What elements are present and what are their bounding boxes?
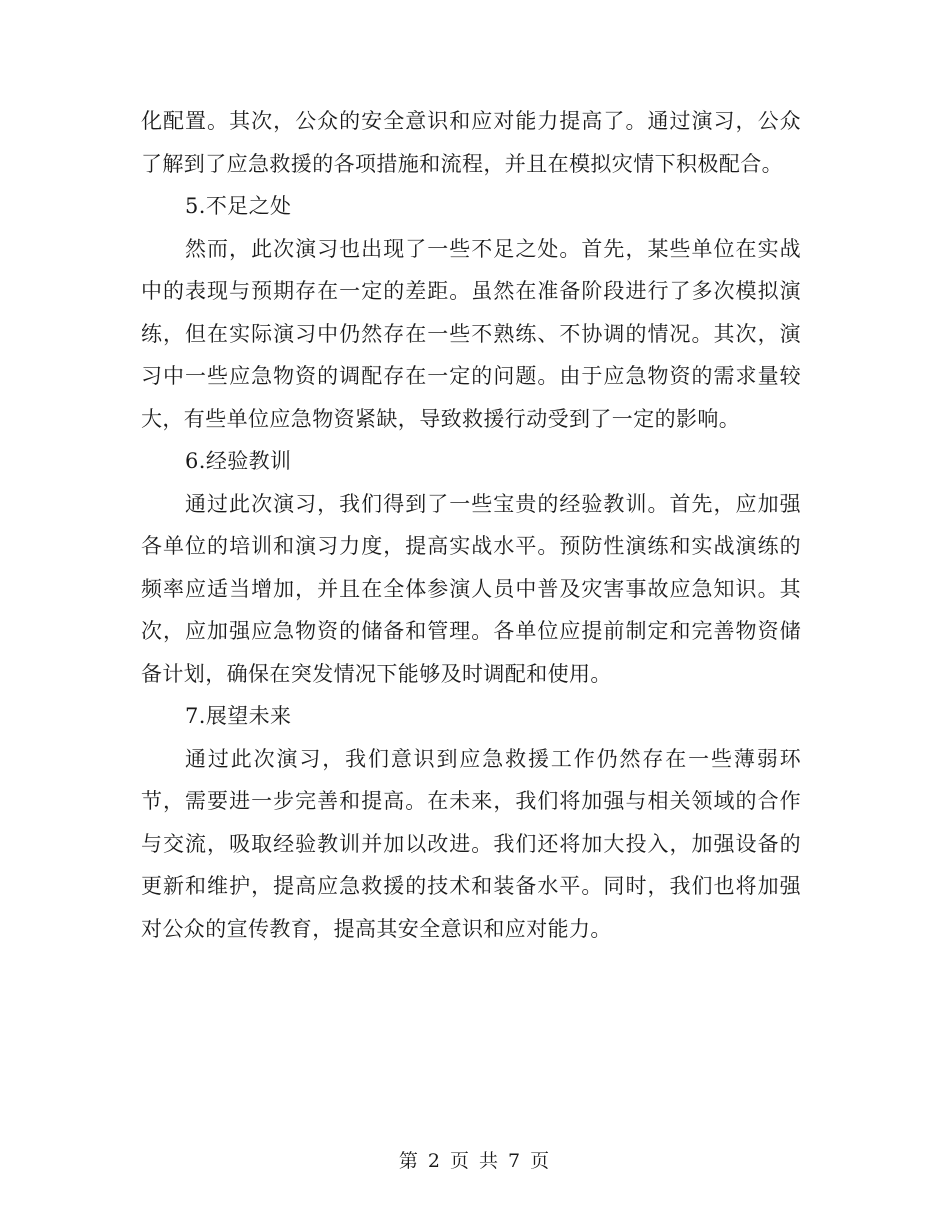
paragraph-outlook: 通过此次演习，我们意识到应急救援工作仍然存在一些薄弱环节，需要进一步完善和提高。在未来，我们将加强与相关领域的合作与交流，吸取经验教训并加以改进。我们还将加大投入，加强设备的更新和维护，提高应急救援的技术和装备水平。同时，我们也将加强对公众的宣传教育，提高其安全意识和应对能力。 (141, 746, 801, 941)
section-heading-outlook: 7.展望未来 (185, 704, 292, 728)
section-heading-lessons: 6.经验教训 (185, 449, 292, 473)
paragraph-lessons: 通过此次演习，我们得到了一些宝贵的经验教训。首先，应加强各单位的培训和演习力度，提高实战水平。预防性演练和实战演练的频率应适当增加，并且在全体参演人员中普及灾害事故应急知识。其次，应加强应急物资的储备和管理。各单位应提前制定和完善物资储备计划，确保在突发情况下能够及时调配和使用。 (141, 491, 801, 686)
document-body (141, 100, 801, 950)
page-number-footer: 第 2 页 共 7 页 (398, 1150, 552, 1172)
paragraph-continued: 化配置。其次，公众的安全意识和应对能力提高了。通过演习，公众了解到了应急救援的各项措施和流程，并且在模拟灾情下积极配合。 (141, 109, 801, 176)
section-heading-shortcomings: 5.不足之处 (185, 194, 292, 218)
paragraph-shortcomings: 然而，此次演习也出现了一些不足之处。首先，某些单位在实战中的表现与预期存在一定的差距。虽然在准备阶段进行了多次模拟演练，但在实际演习中仍然存在一些不熟练、不协调的情况。其次，演习中一些应急物资的调配存在一定的问题。由于应急物资的需求量较大，有些单位应急物资紧缺，导致救援行动受到了一定的影响。 (141, 236, 801, 431)
